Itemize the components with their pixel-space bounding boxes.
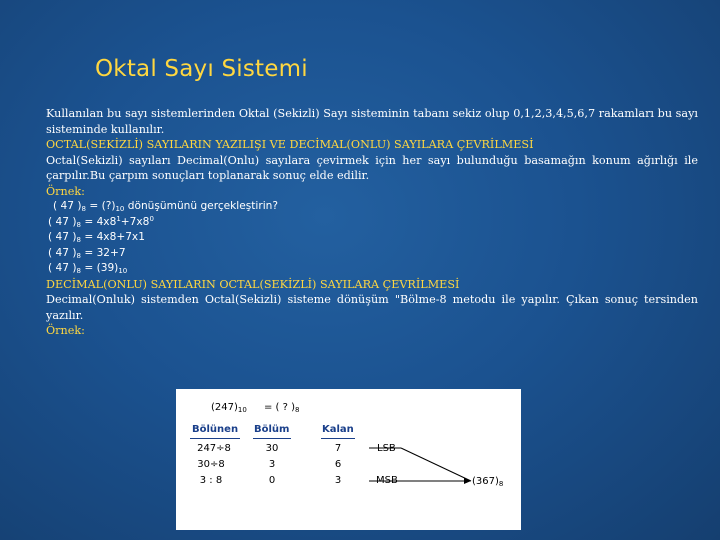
section2-example-label: Örnek: bbox=[46, 324, 85, 337]
section1-heading: OCTAL(SEKİZLİ) SAYILARIN YAZILIŞI VE DECİMAL(ONLU) SAYILARA ÇEVRİLMESİ bbox=[46, 138, 534, 151]
section2-text: Decimal(Onluk) sistemden Octal(Sekizli) sisteme dönüşüm "Bölme-8 metodu ile yapılır. Çıkan sonuç tersinden yazılır. bbox=[46, 293, 698, 322]
equation-line-4: ( 47 )$_8 = 32+7$ bbox=[48, 246, 126, 260]
msb-label: MSB bbox=[376, 475, 398, 486]
lsb-msb-arrow bbox=[176, 389, 521, 530]
header-remainder: Kalan bbox=[322, 424, 354, 435]
question-right: = ( ? )$_8$ bbox=[264, 402, 300, 414]
equation-line-3: ( 47 )$_8 = 4x8+7x1$ bbox=[48, 231, 145, 244]
section2-heading: DECİMAL(ONLU) SAYILARIN OCTAL(SEKİZLİ) SAYILARA ÇEVRİLMESİ bbox=[46, 277, 460, 291]
result-value: $(367)_8$ bbox=[472, 476, 504, 488]
slide-content bbox=[46, 106, 698, 339]
equation-line-1: ( 47 )$_8$ = $(?)_{10}$ dönüşümünü gerçekleştirin? bbox=[53, 200, 279, 213]
equation-line-2: ( 47 )$_8 = 4x8^1+7x8^0$ bbox=[48, 214, 154, 229]
intro-paragraph: Kullanılan bu sayı sistemlerinden Oktal (Sekizli) Sayı sisteminin tabanı sekiz olup 0,1,2,3,4,5,6,7 rakamları bu sayı sisteminde kullanılır. bbox=[46, 107, 698, 136]
row1-quotient: 30 bbox=[265, 443, 279, 454]
slide-title: Oktal Sayı Sistemi bbox=[95, 56, 308, 82]
row3-remainder: 3 bbox=[334, 475, 342, 486]
row1-remainder: 7 bbox=[334, 443, 342, 454]
header-dividend: Bölünen bbox=[192, 424, 239, 435]
row3-dividend: 3 : 8 bbox=[199, 475, 223, 486]
section1-text: Octal(Sekizli) sayıları Decimal(Onlu) sayılara çevirmek için her sayı bulunduğu basamağın konum ağırlığı ile çarpılır.Bu çarpım sonuçları toplanarak sonuç elde edilir. bbox=[46, 153, 698, 182]
row2-remainder: 6 bbox=[334, 459, 342, 470]
row3-quotient: 0 bbox=[268, 475, 276, 486]
question-left: $(247)_{10}$ bbox=[211, 402, 247, 414]
row1-dividend: 247÷8 bbox=[197, 443, 231, 454]
header-quotient: Bölüm bbox=[254, 424, 290, 435]
equation-line-5: ( 47 )$_8 = (39)_{10}$ bbox=[48, 262, 128, 275]
row2-quotient: 3 bbox=[268, 459, 276, 470]
section1-example-label: Örnek: bbox=[46, 184, 85, 198]
row2-dividend: 30÷8 bbox=[197, 459, 225, 470]
division-table-image bbox=[176, 389, 521, 530]
lsb-label: LSB bbox=[377, 443, 396, 454]
